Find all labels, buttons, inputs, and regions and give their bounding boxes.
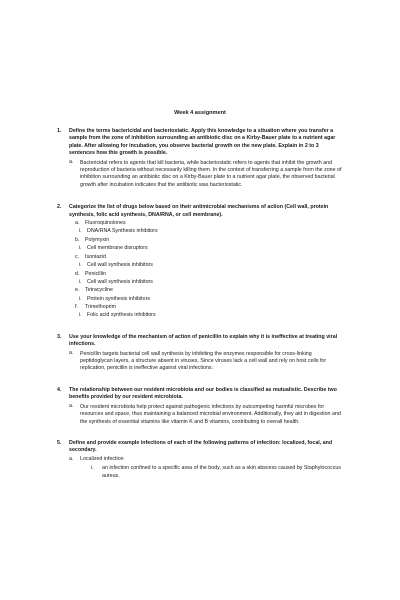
drug-item (69, 237, 342, 244)
question-3 (57, 334, 342, 373)
question-number: 2. (57, 204, 62, 211)
subitem-marker: i. (91, 465, 94, 472)
question-1 (57, 128, 342, 189)
category-text: Cell wall synthesis inhibitors (87, 262, 153, 269)
drug-marker: a. (75, 220, 80, 227)
document-title: Week 4 assignment (174, 110, 226, 116)
category-text: Cell membrane disruptors (87, 245, 148, 252)
answer-marker: a. (69, 159, 74, 166)
drug-marker: e. (75, 287, 80, 294)
drug-category (69, 262, 342, 269)
drug-name: Trimethoprim (85, 304, 117, 311)
drug-marker: f. (75, 304, 78, 311)
question-text: Categorize the list of drugs below based on their antimicrobial mechanisms of action (Cell wall, protein synthesis, folic acid synthesis, DNA/RNA, or cell membrane). (69, 204, 329, 218)
answer-item (69, 403, 342, 426)
drug-item (69, 304, 342, 311)
answer-item (69, 159, 342, 189)
answer-marker: a. (69, 403, 74, 410)
answer-item (69, 456, 342, 463)
answer-text: Our resident microbiota help protect against pathogenic infections by outcompeting harmful microbes for resources and space, thus maintaining a balanced microbial environment. Additionally, they aid in digestion and the synthesis of essential vitamins like vitamin K and B vitamins, contributing to overall health. (80, 403, 341, 425)
question-4 (57, 387, 342, 426)
category-text: Folic acid synthesis inhibitors (87, 312, 156, 319)
question-number: 1. (57, 128, 62, 134)
subitem-text: an infection confined to a specific area of the body, such as a skin abscess caused by Staphylococcus aureus. (102, 465, 341, 479)
question-5 (57, 440, 342, 480)
answer-text: Bactericidal refers to agents that kill bacteria, while bacteriostatic refers to agents that inhibit the growth and reproduction of bacteria without necessarily killing them. In the context of transferring a sample from the zone of inhibition surrounding an antibiotic disc on a Kirby-Bauer plate to a nutrient agar plate, the observed bacterial growth after incubation indicates that the antibiotic was bacteriostatic. (80, 159, 342, 188)
drug-category (69, 228, 342, 235)
category-marker: i. (79, 245, 82, 252)
question-number: 3. (57, 333, 62, 340)
question-2 (57, 204, 342, 320)
category-marker: i. (79, 262, 82, 269)
drug-marker: c. (75, 253, 80, 260)
answer-marker: a. (69, 456, 74, 463)
document-body (57, 128, 342, 482)
question-number: 5. (57, 439, 62, 446)
answer-marker: a. (69, 350, 74, 357)
answer-text: Penicillin targets bacterial cell wall synthesis by inhibiting the enzymes responsible for cross-linking peptidoglycan layers, a structure absent in viruses. Since viruses lack a cell wall and rely on host cells for replication, penicillin is ineffective against viral infections. (80, 350, 327, 372)
drug-item (69, 271, 342, 278)
question-number: 4. (57, 386, 62, 393)
drug-name: Penicillin (85, 270, 106, 277)
question-text: Use your knowledge of the mechanism of action of penicillin to explain why it is ineffective at treating viral infections. (69, 333, 338, 348)
drug-category (69, 312, 342, 319)
drug-name: Isoniazid (85, 253, 106, 260)
category-marker: i. (79, 295, 82, 302)
drug-item (69, 254, 342, 261)
drug-marker: b. (75, 237, 80, 244)
question-text: The relationship between our resident microbiota and our bodies is classified as mutualistic. Describe two benefits provided by our resident microbiota. (69, 386, 337, 401)
answer-subitem (69, 465, 342, 480)
drug-category (69, 296, 342, 303)
category-marker: i. (79, 312, 82, 319)
drug-category (69, 245, 342, 252)
drug-list (69, 220, 342, 320)
drug-name: Fluoroquinolones (85, 220, 126, 227)
category-text: Protein synthesis inhibitors (87, 295, 151, 302)
category-text: DNA/RNA Synthesis inhibitors (87, 228, 158, 235)
question-text: Define the terms bactericidal and bacteriostatic. Apply this knowledge to a situation where you transfer a sample from the zone of inhibition surrounding an antibiotic disc on a Kirby-Bauer plate to a nutrient agar plate. After allowing for incubation, you observe bacterial growth on the new plate. Explain in 2 to 3 sentences how this growth is possible. (69, 128, 336, 157)
category-marker: i. (79, 278, 82, 285)
answer-item (69, 350, 342, 373)
question-text: Define and provide example infections of each of the following patterns of infection: localized, focal, and secondary. (69, 439, 333, 454)
drug-category (69, 279, 342, 286)
drug-item (69, 287, 342, 294)
drug-name: Polymyxin (85, 237, 110, 244)
drug-name: Tetracycline (85, 287, 113, 294)
drug-marker: d. (75, 270, 80, 277)
category-text: Cell wall synthesis inhibitors (87, 278, 153, 285)
category-marker: i. (79, 228, 82, 235)
answer-label: Localized infection (80, 456, 124, 463)
drug-item (69, 220, 342, 227)
